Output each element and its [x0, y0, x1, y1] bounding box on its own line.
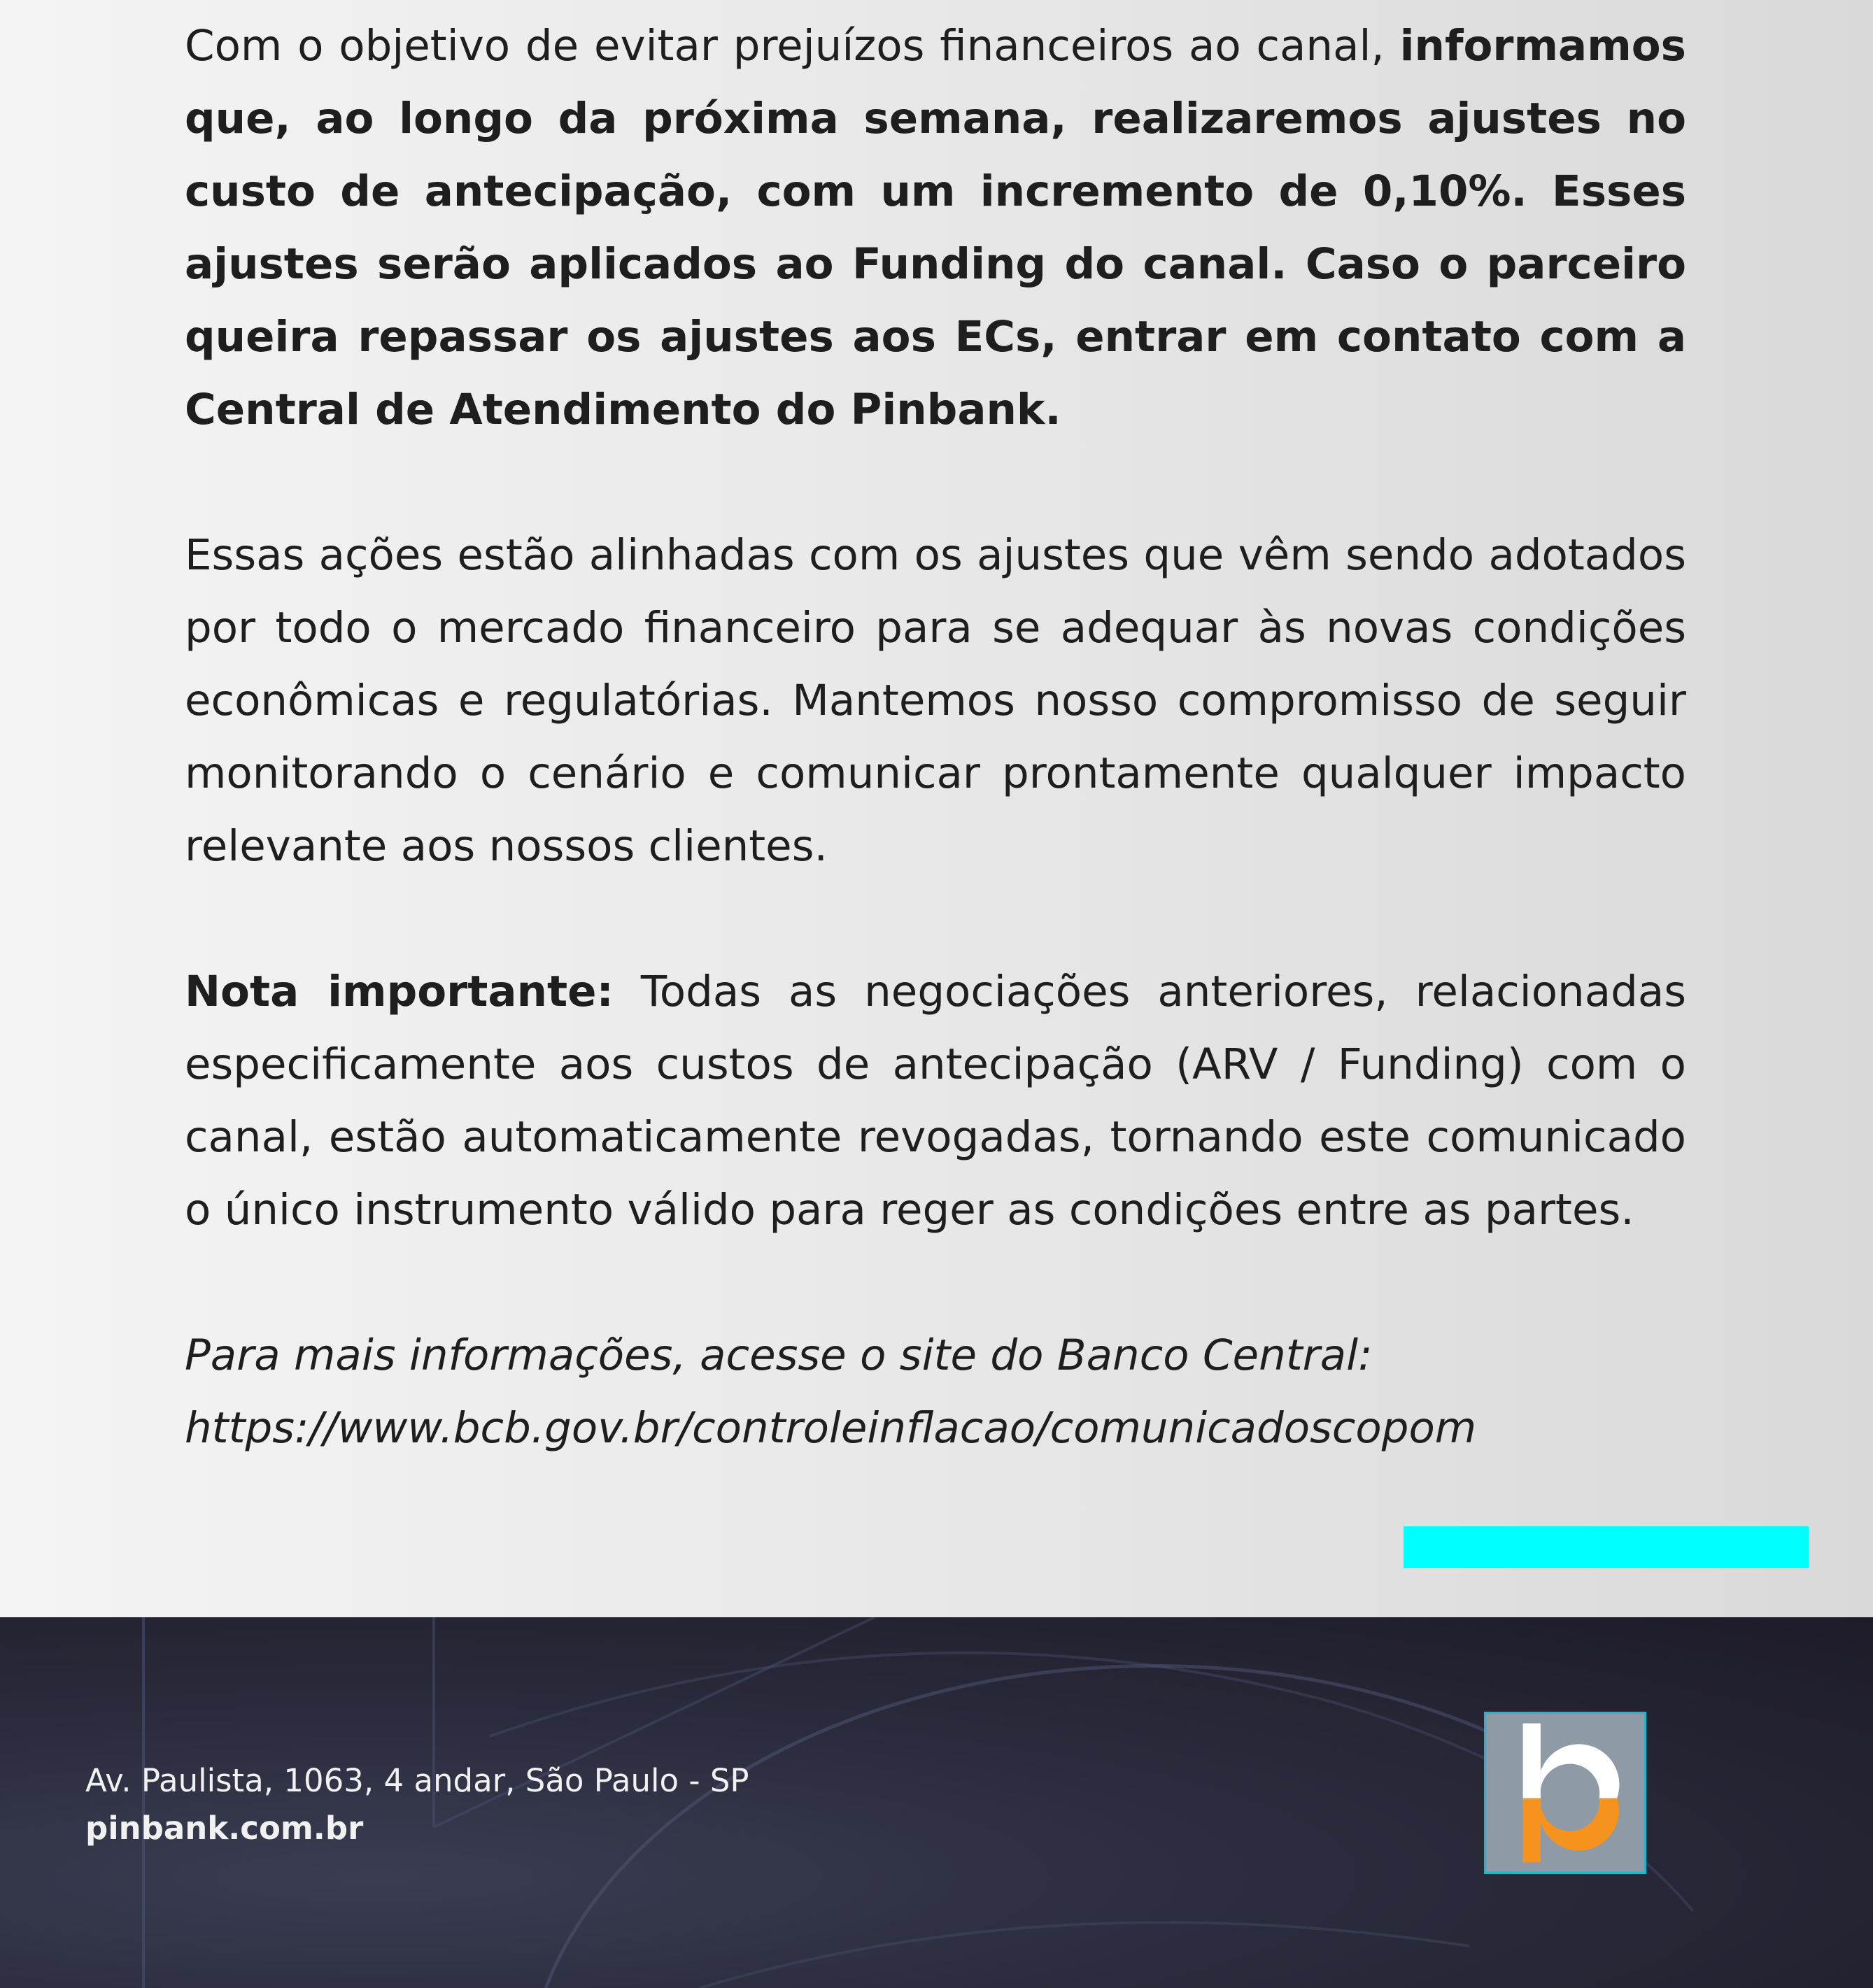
accent-bar	[1404, 1526, 1809, 1568]
important-note-text: Todas as negociações anteriores, relacionadas especificamente aos custos de antecipação (ARV / Funding) com o canal, estão automaticamente revogadas, tornando este comunicado o único instrumento válido para reger as condições entre as partes.	[185, 967, 1686, 1235]
more-info	[185, 1319, 1686, 1465]
paragraph-adjustment	[185, 10, 1686, 446]
more-info-text: Para mais informações, acesse o site do Banco Central:	[185, 1330, 1373, 1380]
paragraph-market: Essas ações estão alinhadas com os ajustes que vêm sendo adotados por todo o mercado financeiro para se adequar às novas condições econômicas e regulatórias. Mantemos nosso compromisso de seguir monitorando o cenário e comunicar prontamente qualquer impacto relevante aos nossos clientes.	[185, 530, 1686, 871]
logo-graphic	[1486, 1714, 1644, 1872]
footer-website-link[interactable]: pinbank.com.br	[85, 1810, 364, 1847]
pinbank-logo-icon	[1484, 1712, 1646, 1874]
bcb-link[interactable]: https://www.bcb.gov.br/controleinflacao/comunicadoscopom	[185, 1403, 1477, 1453]
paragraph-important-note	[185, 956, 1686, 1247]
paragraph-adjustment-intro: Com o objetivo de evitar prejuízos financeiros ao canal,	[185, 21, 1400, 71]
footer-address: Av. Paulista, 1063, 4 andar, São Paulo - SP	[85, 1762, 749, 1799]
footer	[0, 1617, 1873, 1988]
important-note-label: Nota importante:	[185, 967, 614, 1016]
notice-content	[185, 10, 1686, 1465]
paragraph-adjustment-bold: informamos que, ao longo da próxima semana, realizaremos ajustes no custo de antecipação, com um incremento de 0,10%. Esses ajustes serão aplicados ao Funding do canal. Caso o parceiro queira repassar os ajustes aos ECs, entrar em contato com a Central de Atendimento do Pinbank.	[185, 21, 1686, 434]
footer-address-block	[85, 1757, 749, 1852]
